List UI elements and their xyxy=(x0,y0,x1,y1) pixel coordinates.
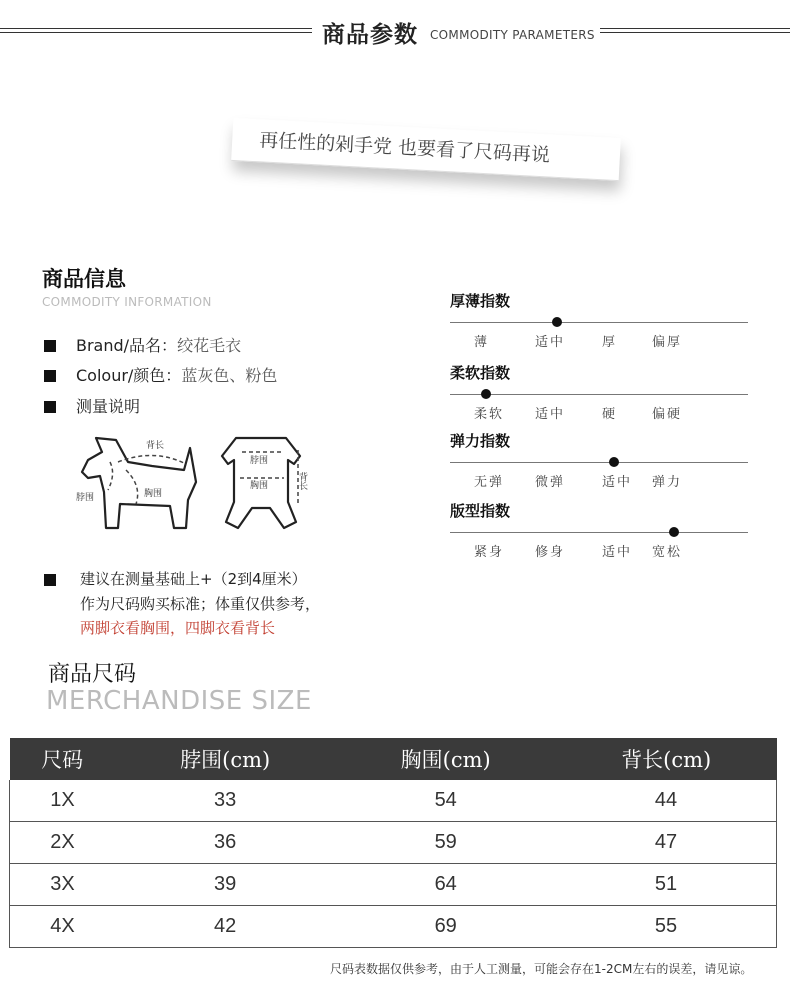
table-row xyxy=(10,780,777,822)
shirt-chest-label: 胸围 xyxy=(250,481,269,491)
note-line-2: 作为尺码购买标准；体重仅供参考， xyxy=(80,595,321,613)
colour-row xyxy=(44,363,277,386)
scale-label: 偏厚 xyxy=(652,335,683,350)
shirt-back-label: 背长 xyxy=(297,472,307,490)
scale-marker xyxy=(609,457,619,467)
cell-neck: 33 xyxy=(115,780,336,822)
dog-chest-label: 胸围 xyxy=(144,489,163,499)
scale-track xyxy=(450,322,748,323)
scale-label: 紧身 xyxy=(474,545,505,560)
scale-label: 宽松 xyxy=(652,545,683,560)
scale-label: 适中 xyxy=(535,407,566,422)
measure-label: 测量说明 xyxy=(76,397,141,416)
scale-label: 弹力 xyxy=(652,475,683,490)
page-title: 商品参数 xyxy=(322,22,418,48)
shirt-neck-label: 脖围 xyxy=(250,456,269,466)
size-title: 商品尺码 xyxy=(48,662,137,687)
header-chest: 胸围(cm) xyxy=(335,738,556,780)
scale-marker xyxy=(481,389,491,399)
colour-label: Colour/颜色： xyxy=(76,366,182,385)
brand-value: 绞花毛衣 xyxy=(177,336,242,355)
scale-label: 微弹 xyxy=(535,475,566,490)
measure-row xyxy=(44,394,140,417)
dog-outline-icon xyxy=(82,438,196,528)
cell-back: 55 xyxy=(556,906,777,948)
size-table xyxy=(9,738,777,948)
cell-neck: 42 xyxy=(115,906,336,948)
cell-chest: 64 xyxy=(335,864,556,906)
scale-title: 厚薄指数 xyxy=(450,292,511,310)
dog-neck-measure-line xyxy=(108,462,113,490)
cell-chest: 54 xyxy=(335,780,556,822)
cell-neck: 39 xyxy=(115,864,336,906)
scale-title: 版型指数 xyxy=(450,502,511,520)
scale-title: 弹力指数 xyxy=(450,432,511,450)
measurement-diagram xyxy=(74,430,324,540)
scale-label: 偏硬 xyxy=(652,407,683,422)
scale-label: 厚 xyxy=(602,335,618,350)
note-line-3: 两脚衣看胸围，四脚衣看背长 xyxy=(80,619,276,637)
scale-label: 适中 xyxy=(535,335,566,350)
scale-label: 修身 xyxy=(535,545,566,560)
cell-chest: 69 xyxy=(335,906,556,948)
cell-size: 4X xyxy=(10,906,115,948)
cell-back: 51 xyxy=(556,864,777,906)
slogan-card xyxy=(231,118,621,181)
header-rule-right xyxy=(600,28,790,38)
scale-track xyxy=(450,462,748,463)
page-subtitle: COMMODITY PARAMETERS xyxy=(430,28,595,42)
scale-track xyxy=(450,532,748,533)
scale-label: 柔软 xyxy=(474,407,505,422)
cell-size: 1X xyxy=(10,780,115,822)
info-subtitle: COMMODITY INFORMATION xyxy=(42,295,212,309)
scale-label: 无弹 xyxy=(474,475,505,490)
brand-row xyxy=(44,333,241,356)
cell-back: 47 xyxy=(556,822,777,864)
colour-value: 蓝灰色、粉色 xyxy=(181,366,278,385)
scale-label: 硬 xyxy=(602,407,618,422)
footnote: 尺码表数据仅供参考，由于人工测量，可能会存在1-2CM左右的误差，请见谅。 xyxy=(330,962,753,976)
header-size: 尺码 xyxy=(10,738,115,780)
table-row xyxy=(10,906,777,948)
header-neck: 脖围(cm) xyxy=(115,738,336,780)
size-subtitle: MERCHANDISE SIZE xyxy=(46,686,312,716)
scale-marker xyxy=(669,527,679,537)
scale-title: 柔软指数 xyxy=(450,364,511,382)
cell-neck: 36 xyxy=(115,822,336,864)
header-rule-left xyxy=(0,28,312,38)
size-table-header xyxy=(10,738,777,780)
scale-label: 适中 xyxy=(602,475,633,490)
dog-back-label: 背长 xyxy=(146,441,165,451)
header-back: 背长(cm) xyxy=(556,738,777,780)
bullet-square xyxy=(44,401,56,413)
cell-chest: 59 xyxy=(335,822,556,864)
note-bullet xyxy=(44,570,76,589)
scale-label: 薄 xyxy=(474,335,490,350)
table-row xyxy=(10,822,777,864)
info-title: 商品信息 xyxy=(42,267,126,291)
bullet-square xyxy=(44,340,56,352)
bullet-square xyxy=(44,574,56,586)
scale-label: 适中 xyxy=(602,545,633,560)
cell-back: 44 xyxy=(556,780,777,822)
dog-neck-label: 脖围 xyxy=(76,493,95,503)
scale-marker xyxy=(552,317,562,327)
cell-size: 2X xyxy=(10,822,115,864)
cell-size: 3X xyxy=(10,864,115,906)
note-line-1: 建议在测量基础上+（2到4厘米） xyxy=(80,570,307,588)
scale-track xyxy=(450,394,748,395)
table-row xyxy=(10,864,777,906)
bullet-square xyxy=(44,370,56,382)
slogan-text: 再任性的剁手党 也要看了尺码再说 xyxy=(258,129,551,167)
dog-chest-measure-line xyxy=(126,470,138,504)
brand-label: Brand/品名： xyxy=(76,336,178,355)
